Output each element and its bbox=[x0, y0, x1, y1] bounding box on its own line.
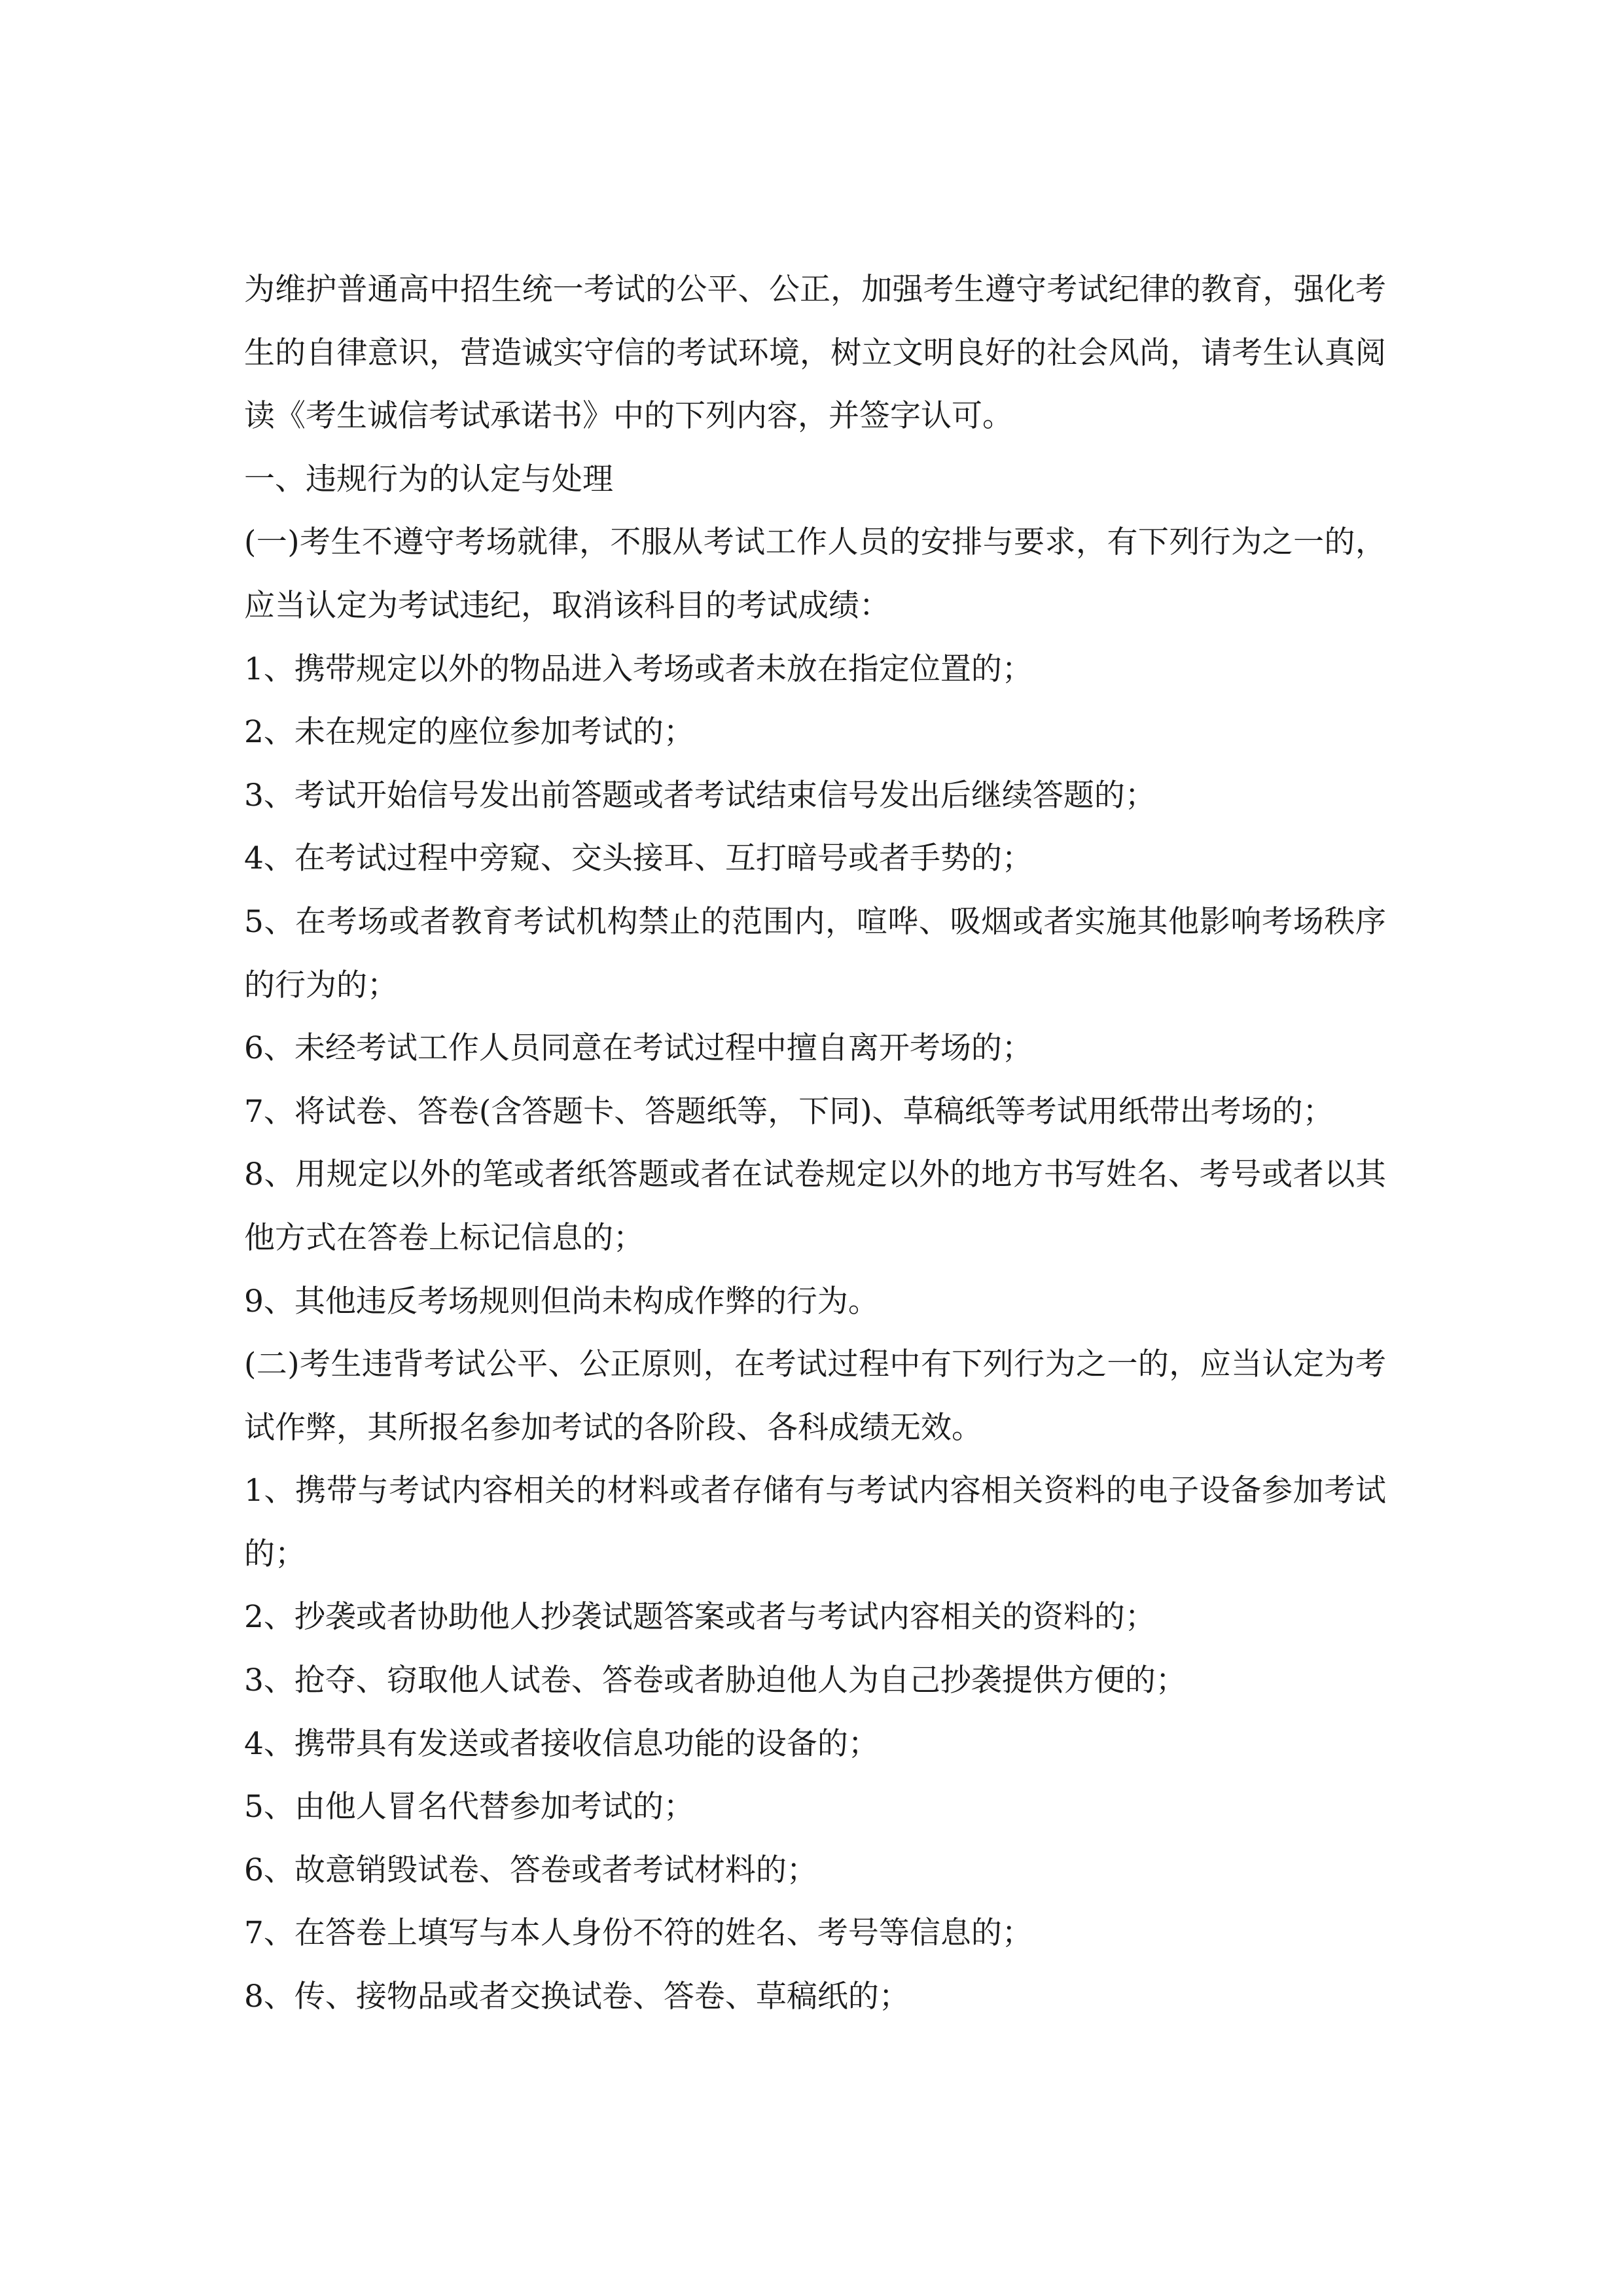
list-item: 1、携带与考试内容相关的材料或者存储有与考试内容相关资料的电子设备参加考试的； bbox=[244, 1473, 1386, 1572]
list-item: 7、将试卷、答卷(含答题卡、答题纸等，下同)、草稿纸等考试用纸带出考场的； bbox=[244, 1093, 1334, 1130]
list-item: 6、未经考试工作人员同意在考试过程中擅自离开考场的； bbox=[244, 1030, 1033, 1067]
list-item: 8、传、接物品或者交换试卷、答卷、草稿纸的； bbox=[244, 1979, 910, 2015]
list-item: 4、携带具有发送或者接收信息功能的设备的； bbox=[244, 1725, 879, 1762]
section-heading: 一、违规行为的认定与处理 bbox=[244, 461, 613, 497]
document-body bbox=[244, 259, 1386, 2029]
list-item: 4、在考试过程中旁窥、交头接耳、互打暗号或者手势的； bbox=[244, 840, 1033, 877]
list-item: 8、用规定以外的笔或者纸答题或者在试卷规定以外的地方书写姓名、考号或者以其他方式在答卷上标记信息的； bbox=[244, 1157, 1386, 1256]
list-item: 5、在考场或者教育考试机构禁止的范围内，喧哗、吸烟或者实施其他影响考场秩序的行为的； bbox=[244, 903, 1386, 1003]
subsection-heading: (一)考生不遵守考场就律，不服从考试工作人员的安排与要求，有下列行为之一的，应当认定为考试违纪，取消该科目的考试成绩： bbox=[244, 524, 1386, 624]
list-item: 3、考试开始信号发出前答题或者考试结束信号发出后继续答题的； bbox=[244, 777, 1156, 814]
list-item: 9、其他违反考场规则但尚未构成作弊的行为。 bbox=[244, 1283, 879, 1319]
list-item: 3、抢夺、窃取他人试卷、答卷或者胁迫他人为自己抄袭提供方便的； bbox=[244, 1662, 1186, 1699]
intro-paragraph: 为维护普通高中招生统一考试的公平、公正，加强考生遵守考试纪律的教育，强化考生的自律意识，营造诚实守信的考试环境，树立文明良好的社会风尚，请考生认真阅读《考生诚信考试承诺书》中的下列内容，并签字认可。 bbox=[244, 272, 1386, 435]
list-item: 2、未在规定的座位参加考试的； bbox=[244, 714, 694, 751]
list-item: 5、由他人冒名代替参加考试的； bbox=[244, 1789, 694, 1825]
subsection-heading: (二)考生违背考试公平、公正原则，在考试过程中有下列行为之一的，应当认定为考试作弊，其所报名参加考试的各阶段、各科成绩无效。 bbox=[244, 1346, 1386, 1446]
list-item: 7、在答卷上填写与本人身份不符的姓名、考号等信息的； bbox=[244, 1915, 1033, 1952]
list-item: 6、故意销毁试卷、答卷或者考试材料的； bbox=[244, 1852, 817, 1888]
list-item: 1、携带规定以外的物品进入考场或者未放在指定位置的； bbox=[244, 651, 1033, 687]
list-item: 2、抄袭或者协助他人抄袭试题答案或者与考试内容相关的资料的； bbox=[244, 1599, 1156, 1636]
